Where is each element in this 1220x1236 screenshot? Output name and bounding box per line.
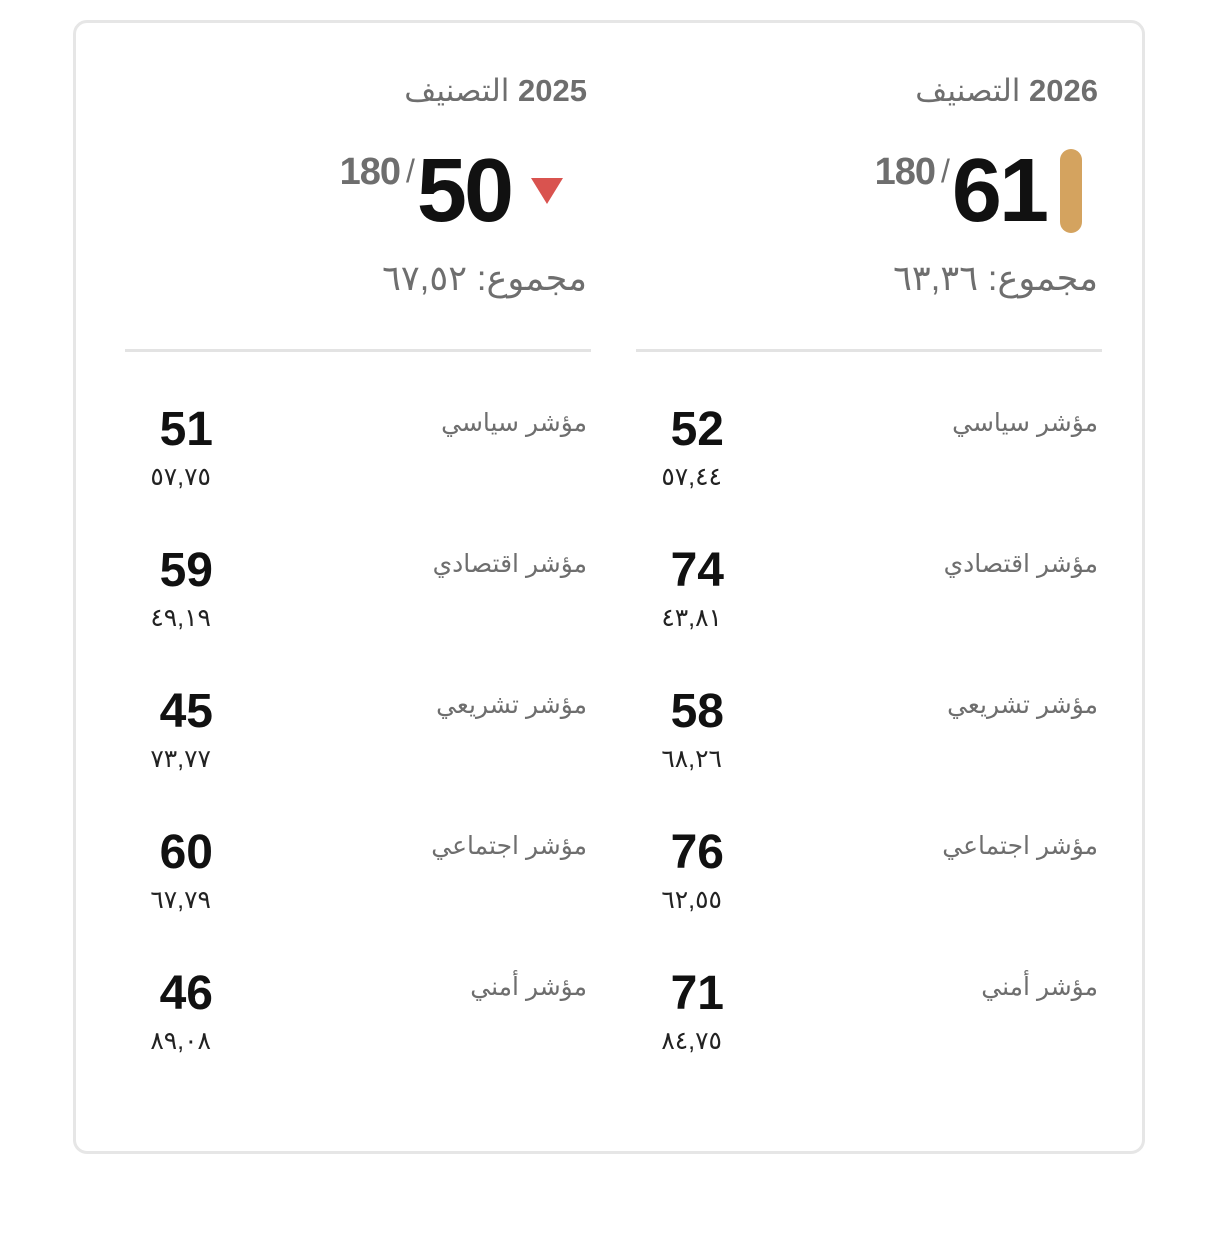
rank-display [340, 141, 563, 241]
divider [636, 349, 1102, 352]
metric-row-social [636, 826, 1102, 949]
ranking-column-2026 [634, 23, 1104, 1151]
metric-rank: 52 [670, 403, 724, 456]
rank-slash: / [941, 153, 950, 189]
divider [125, 349, 591, 352]
metric-row-political [125, 403, 591, 526]
rank-total: 180 [874, 151, 935, 193]
metric-score: ٤٩,١٩ [150, 604, 211, 632]
metric-score: ٦٢,٥٥ [661, 886, 722, 914]
ranking-label: التصنيف [915, 73, 1021, 108]
metric-rank: 45 [159, 685, 213, 738]
down-triangle-icon [531, 178, 563, 204]
metric-score: ٤٣,٨١ [661, 604, 722, 632]
metric-score: ٦٧,٧٩ [150, 886, 211, 914]
metric-rank: 58 [670, 685, 724, 738]
ranking-column-2025 [123, 23, 593, 1151]
total-score-value: ٦٧,٥٢ [382, 259, 467, 298]
metric-row-political [636, 403, 1102, 526]
year-title [404, 73, 587, 109]
metric-label: مؤشر أمني [981, 973, 1098, 1001]
rank-display [875, 141, 1082, 241]
metric-rank: 71 [670, 967, 724, 1020]
metric-rank: 51 [159, 403, 213, 456]
metric-row-security [125, 967, 591, 1090]
metric-row-social [125, 826, 591, 949]
metric-rank: 74 [670, 544, 724, 597]
total-score-label: مجموع: [476, 259, 587, 298]
metric-label: مؤشر اقتصادي [432, 550, 587, 578]
metric-row-legislative [125, 685, 591, 808]
metric-rank: 59 [159, 544, 213, 597]
metric-label: مؤشر تشريعي [436, 691, 587, 719]
metric-row-legislative [636, 685, 1102, 808]
metric-label: مؤشر اجتماعي [431, 832, 587, 860]
metric-label: مؤشر تشريعي [947, 691, 1098, 719]
rank-slash: / [406, 153, 415, 189]
rank-value: 61 [951, 141, 1046, 241]
metric-score: ٦٨,٢٦ [661, 745, 722, 773]
metric-rank: 46 [159, 967, 213, 1020]
metric-label: مؤشر اجتماعي [942, 832, 1098, 860]
ranking-label: التصنيف [404, 73, 510, 108]
metric-rank: 76 [670, 826, 724, 879]
metric-row-security [636, 967, 1102, 1090]
total-score [382, 259, 587, 299]
total-score-label: مجموع: [987, 259, 1098, 298]
metric-label: مؤشر سياسي [952, 409, 1098, 437]
metric-score: ٨٤,٧٥ [661, 1027, 722, 1055]
total-score-value: ٦٣,٣٦ [893, 259, 978, 298]
year-label: 2026 [1029, 73, 1098, 108]
metric-score: ٧٣,٧٧ [150, 745, 211, 773]
metric-label: مؤشر أمني [470, 973, 587, 1001]
metric-row-economic [636, 544, 1102, 667]
metric-label: مؤشر اقتصادي [943, 550, 1098, 578]
metric-label: مؤشر سياسي [441, 409, 587, 437]
metric-rank: 60 [159, 826, 213, 879]
metric-row-economic [125, 544, 591, 667]
rank-value: 50 [416, 141, 511, 241]
total-score [893, 259, 1098, 299]
year-label: 2025 [518, 73, 587, 108]
ranking-card [73, 20, 1145, 1154]
metric-score: ٥٧,٤٤ [661, 463, 722, 491]
rank-total: 180 [339, 151, 400, 193]
rank-pill-icon [1060, 149, 1082, 233]
year-title [915, 73, 1098, 109]
metric-score: ٨٩,٠٨ [150, 1027, 211, 1055]
metric-score: ٥٧,٧٥ [150, 463, 211, 491]
